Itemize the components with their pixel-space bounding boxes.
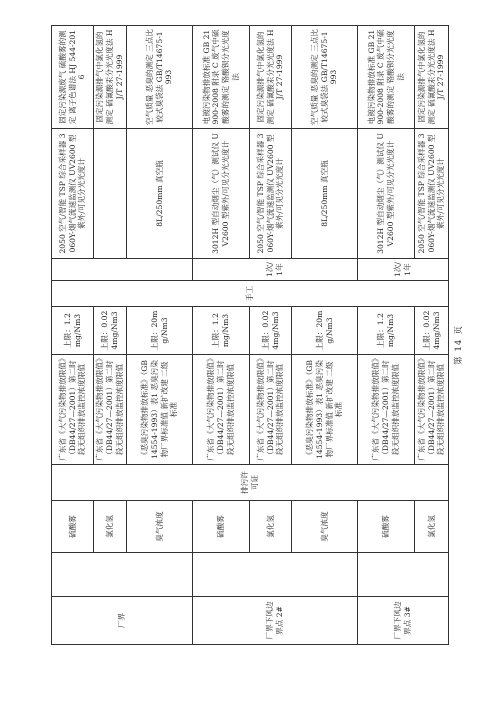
- manual-cell: 手工: [52, 281, 449, 307]
- sampling-cell: 2050 空气/智能 TSP 综合采样器 3060Y-烟气流速监测仪 UV2600 型紫外/可见分光光度计: [52, 129, 94, 259]
- sampling-cell: 8L/250mm 真空瓶: [292, 129, 358, 259]
- freq-cell: 1次/1年: [193, 259, 358, 281]
- table-row: [94, 26, 127, 645]
- table-row: [250, 26, 292, 645]
- limit-cell: 上限：20mg/Nm3: [292, 307, 358, 355]
- page-number: [452, 323, 464, 367]
- freq-cell: [52, 259, 193, 281]
- permit-cell: 排污许可证: [52, 465, 449, 501]
- freq-cell: 1次/1年: [358, 259, 449, 281]
- method-cell: 空气质量 恶臭的测定 三点比较式臭袋法 GB/T14675-1993: [127, 26, 193, 129]
- point-cell: 厂界下风边界点 3#: [358, 597, 449, 645]
- sampling-cell: [94, 129, 127, 259]
- limit-cell: 上限：1.2mg/Nm3: [193, 307, 250, 355]
- limit-cell: 上限：0.024mg/Nm3: [415, 307, 449, 355]
- method-cell: 电镀污染物排放标准 GB 21900-2008 附录 C 废气中硫酸雾的测定 铬酸钡分光光度法: [358, 26, 415, 129]
- sampling-cell: 2050 空气/智能 TSP 综合采样器 3060Y-烟气流速监测仪 UV2600 型紫外/可见分光光度计: [250, 129, 292, 259]
- method-cell: 固定污染源废气 硫酸雾的测定 离子色谱法 HJ 544-2016: [52, 26, 94, 129]
- factor-cell: 臭气浓度: [127, 501, 193, 553]
- sampling-cell: 3012H 型自动烟尘（气）测试仪 UV2600 型紫外/可见分光光度计: [193, 129, 250, 259]
- standard-cell: 广东省《大气污染物排放限值》（DB44/27—2001）第二时段无组织排放监控浓度限值: [193, 355, 250, 465]
- table-row: [415, 26, 449, 645]
- point-sub-cell: [358, 553, 449, 597]
- table-row: [193, 26, 250, 645]
- limit-cell: 上限：1.2mg/Nm3: [358, 307, 415, 355]
- standard-cell: 广东省《大气污染物排放限值》（DB44/27—2001）第二时段无组织排放监控浓度限值: [94, 355, 127, 465]
- sampling-cell: 2050 空气/智能 TSP 综合采样器 3060Y-烟气流速监测仪 UV2600 型紫外/可见分光光度计: [415, 129, 449, 259]
- method-cell: 固定污染源排气中氯化氢的测定 硫氰酸汞分光光度法 HJ/T 27-1999: [94, 26, 127, 129]
- factor-cell: 硫酸雾: [193, 501, 250, 553]
- method-cell: 固定污染源排气中氯化氢的测定 硫氰酸汞分光光度法 HJ/T 27-1999: [250, 26, 292, 129]
- standard-cell: 广东省《大气污染物排放限值》（DB44/27—2001）第二时段无组织排放监控浓度限值: [250, 355, 292, 465]
- point-cell: 厂界下风边界点 2#: [193, 597, 358, 645]
- table-row: [292, 26, 358, 645]
- factor-cell: 氯化氢: [250, 501, 292, 553]
- standard-cell: 广东省《大气污染物排放限值》（DB44/27—2001）第二时段无组织排放监控浓度限值: [358, 355, 415, 465]
- table-row: [127, 26, 193, 645]
- point-sub-cell: [193, 553, 358, 597]
- limit-cell: 上限：20mg/Nm3: [127, 307, 193, 355]
- method-cell: 固定污染源排气中氯化氢的测定 硫氰酸汞分光光度法 HJ/T 27-1999: [415, 26, 449, 129]
- page-num: 14: [454, 338, 464, 352]
- factor-cell: 硫酸雾: [358, 501, 415, 553]
- point-sub-cell: [52, 553, 193, 597]
- page-suffix: 页: [454, 325, 464, 335]
- factor-cell: 氯化氢: [415, 501, 449, 553]
- limit-cell: 上限：0.024mg/Nm3: [250, 307, 292, 355]
- method-cell: 电镀污染物排放标准 GB 21900-2008 附录 C 废气中硫酸雾的测定 铬酸钡分光光度法: [193, 26, 250, 129]
- method-cell: 空气质量 恶臭的测定 三点比较式臭袋法 GB/T14675-1993: [292, 26, 358, 129]
- standard-cell: 《恶臭污染物排放标准》（GB 14554-1993）表1 恶臭污染物厂界标准值 新扩改建 二级标准: [127, 355, 193, 465]
- factor-cell: 臭气浓度: [292, 501, 358, 553]
- standard-cell: 广东省《大气污染物排放限值》（DB44/27—2001）第二时段无组织排放监控浓度限值: [52, 355, 94, 465]
- table-row: [358, 26, 415, 645]
- point-cell: 厂界: [52, 597, 193, 645]
- factor-cell: 硫酸雾: [52, 501, 94, 553]
- page-prefix: 第: [454, 355, 464, 365]
- sampling-cell: 8L/250mm 真空瓶: [127, 129, 193, 259]
- sampling-cell: 3012H 型自动烟尘（气）测试仪 UV2600 型紫外/可见分光光度计: [358, 129, 415, 259]
- monitoring-table: [51, 25, 449, 645]
- limit-cell: 上限：0.024mg/Nm3: [94, 307, 127, 355]
- factor-cell: 氯化氢: [94, 501, 127, 553]
- standard-cell: 《恶臭污染物排放标准》（GB 14554-1993）表1 恶臭污染物厂界标准值 新扩改建 二级标准: [292, 355, 358, 465]
- table-row: [52, 26, 94, 645]
- limit-cell: 上限：1.2mg/Nm3: [52, 307, 94, 355]
- standard-cell: 广东省《大气污染物排放限值》（DB44/27—2001）第二时段无组织排放监控浓度限值: [415, 355, 449, 465]
